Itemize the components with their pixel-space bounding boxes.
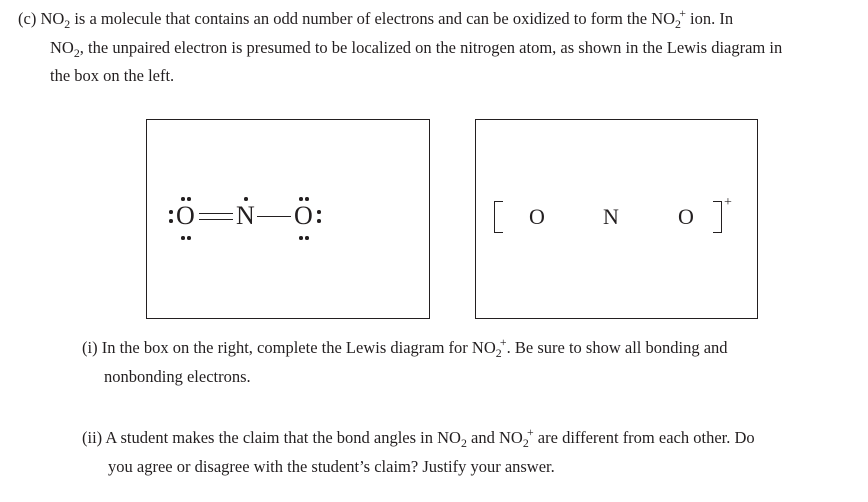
- subscript: 2: [460, 436, 467, 451]
- intro-line-1: [18, 5, 782, 34]
- subscript: 2: [522, 436, 529, 451]
- intro-text: (c) NO: [18, 9, 65, 28]
- lone-pair-dot: [187, 236, 191, 240]
- part-ii-line-2: you agree or disagree with the student’s claim? Justify your answer.: [108, 457, 555, 476]
- lone-pair-dot: [305, 197, 309, 201]
- question-text: are different from each other. Do: [533, 428, 755, 447]
- nitrogen-letter: N: [603, 204, 619, 229]
- intro-text: is a molecule that contains an odd number of electrons and can be oxidized to form the NO: [70, 9, 676, 28]
- oxygen-atom-right: O: [294, 201, 313, 230]
- part-ii-line-1: [82, 424, 755, 453]
- question-text: (i) In the box on the right, complete the Lewis diagram for NO: [82, 338, 496, 357]
- lone-pair-dot: [181, 197, 185, 201]
- subscript: 2: [675, 17, 681, 32]
- ion-notation: [522, 425, 534, 451]
- part-i-line-1: [82, 334, 728, 363]
- oxygen-letter-right: O: [678, 204, 694, 229]
- ion-notation: [675, 6, 686, 32]
- subscript: 2: [73, 46, 80, 61]
- oxygen-atom-left: O: [176, 201, 195, 230]
- question-text: (ii) A student makes the claim that the bond angles in NO: [82, 428, 461, 447]
- lone-pair-dot: [169, 219, 173, 223]
- right-bracket: [713, 201, 722, 233]
- unpaired-electron-dot: [244, 197, 248, 201]
- intro-line-2: [18, 34, 782, 62]
- superscript: +: [526, 425, 534, 440]
- lone-pair-dot: [317, 219, 321, 223]
- part-i-question: [82, 334, 728, 391]
- ion-notation: [495, 335, 507, 361]
- lone-pair-dot: [305, 236, 309, 240]
- part-i-line-2: nonbonding electrons.: [104, 367, 251, 386]
- charge-label: +: [724, 195, 732, 210]
- lone-pair-dot: [169, 210, 173, 214]
- lone-pair-dot: [299, 197, 303, 201]
- double-bond-line: [199, 219, 233, 220]
- intro-paragraph: [18, 5, 782, 90]
- lone-pair-dot: [317, 210, 321, 214]
- intro-line-3: the box on the left.: [50, 66, 175, 85]
- question-text: and NO: [466, 428, 523, 447]
- subscript: 2: [64, 17, 71, 32]
- question-text: . Be sure to show all bonding and: [506, 338, 728, 357]
- superscript: +: [679, 6, 686, 21]
- intro-text: , the unpaired electron is presumed to be localized on the nitrogen atom, as shown in the Lewis diagram in: [79, 38, 783, 57]
- part-ii-question: [82, 424, 755, 481]
- intro-text: NO: [50, 38, 74, 57]
- single-bond-line: [257, 216, 291, 217]
- double-bond-line: [199, 213, 233, 214]
- subscript: 2: [495, 346, 502, 361]
- left-bracket: [494, 201, 503, 233]
- nitrogen-atom: N: [236, 201, 255, 230]
- lone-pair-dot: [187, 197, 191, 201]
- oxygen-letter-left: O: [529, 204, 545, 229]
- superscript: +: [499, 335, 507, 350]
- lone-pair-dot: [299, 236, 303, 240]
- lone-pair-dot: [181, 236, 185, 240]
- intro-text: ion. In: [685, 9, 734, 28]
